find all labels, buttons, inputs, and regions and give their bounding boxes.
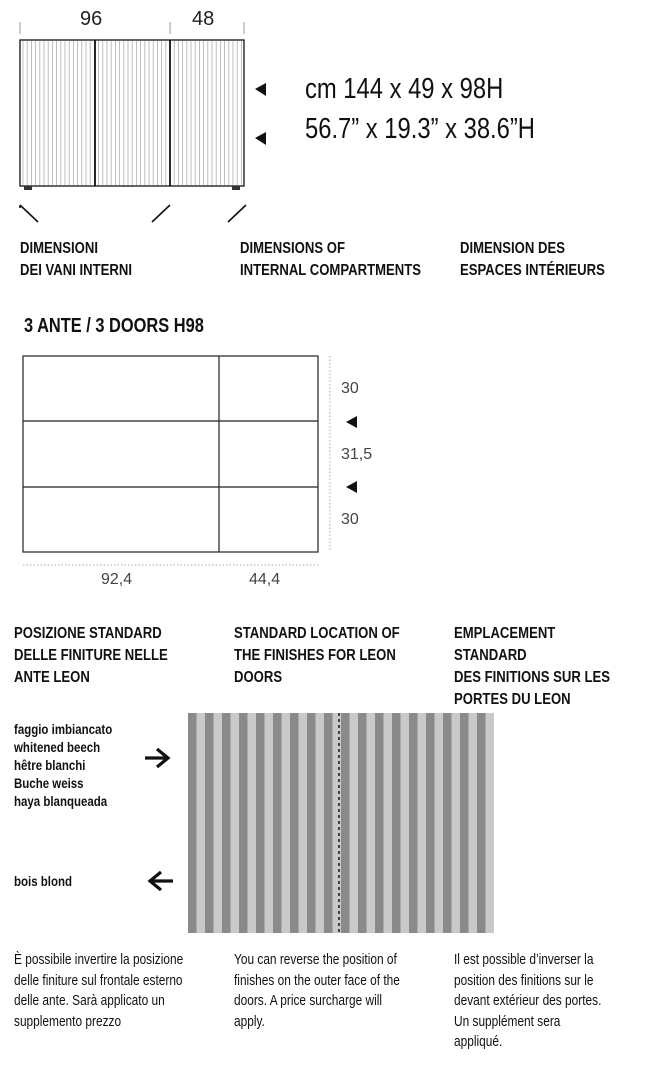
light-finish-labels xyxy=(14,720,112,810)
light-stripe xyxy=(350,713,359,933)
dark-stripe xyxy=(273,713,282,933)
section-title: 3 ANTE / 3 DOORS H98 xyxy=(24,315,204,337)
light-stripe xyxy=(248,713,257,933)
width-label-96: 96 xyxy=(80,8,103,30)
light-stripe xyxy=(282,713,291,933)
dimensions-cm: cm 144 x 49 x 98H xyxy=(305,73,504,105)
dimensions-inches: 56.7” x 19.3” x 38.6”H xyxy=(305,113,535,145)
dark-stripe xyxy=(256,713,265,933)
dark-stripe xyxy=(460,713,469,933)
light-stripe xyxy=(265,713,274,933)
light-stripe xyxy=(452,713,461,933)
light-stripe xyxy=(401,713,410,933)
finish-label: faggio imbiancato xyxy=(14,721,113,737)
compartments-header-en: DIMENSIONS OF INTERNAL COMPARTMENTS xyxy=(240,240,422,279)
dark-finish-label: bois blond xyxy=(14,873,73,889)
height-label-top: 30 xyxy=(341,380,359,397)
finish-label: Buche weiss xyxy=(14,775,84,791)
finish-label: whitened beech xyxy=(14,739,101,755)
dark-stripe xyxy=(205,713,214,933)
light-stripe xyxy=(214,713,223,933)
dark-stripe xyxy=(222,713,231,933)
dark-stripe xyxy=(477,713,486,933)
light-stripe xyxy=(486,713,495,933)
dark-stripe xyxy=(239,713,248,933)
finishes-header-en: STANDARD LOCATION OF THE FINISHES FOR LEON DOORS xyxy=(234,625,400,686)
light-stripe xyxy=(299,713,308,933)
arrow-left-icon xyxy=(255,132,266,145)
finishes-header-it: POSIZIONE STANDARD DELLE FINITURE NELLE ANTE LEON xyxy=(14,625,168,686)
light-stripe xyxy=(435,713,444,933)
dark-stripe xyxy=(392,713,401,933)
dark-stripe xyxy=(324,713,333,933)
compartments-header-it: DIMENSIONI DEI VANI INTERNI xyxy=(20,240,133,279)
finish-label: hêtre blanchi xyxy=(14,757,86,773)
dark-stripe xyxy=(307,713,316,933)
width-label-right: 44,4 xyxy=(249,571,281,588)
dark-stripe xyxy=(341,713,350,933)
light-stripe xyxy=(418,713,427,933)
dark-stripe xyxy=(409,713,418,933)
finishes-stripe-panel xyxy=(188,713,494,933)
finishes-header-fr: EMPLACEMENT STANDARD DES FINITIONS SUR LES PORTES DU LEON xyxy=(454,625,611,708)
light-stripe xyxy=(231,713,240,933)
arrow-left-icon xyxy=(145,869,175,893)
width-label-48: 48 xyxy=(192,8,215,30)
note-en: You can reverse the position of finishes on the outer face of the doors. A price surcharge will apply. xyxy=(234,952,400,1030)
arrow-left-icon xyxy=(255,83,266,96)
light-stripe xyxy=(197,713,206,933)
arrow-right-icon xyxy=(143,746,173,770)
dark-stripe xyxy=(358,713,367,933)
note-fr: Il est possible d’inverser la position des finitions sur le devant extérieur des portes. Un supplément sera appliqué. xyxy=(454,952,602,1050)
dark-stripe xyxy=(188,713,197,933)
height-label-middle: 31,5 xyxy=(341,446,373,463)
arrow-left-icon xyxy=(346,481,357,493)
width-label-left: 92,4 xyxy=(101,571,133,588)
light-stripe xyxy=(469,713,478,933)
dark-stripe xyxy=(290,713,299,933)
compartments-header-fr: DIMENSION DES ESPACES INTÉRIEURS xyxy=(460,240,605,279)
light-stripe xyxy=(367,713,376,933)
height-label-bottom: 30 xyxy=(341,511,359,528)
arrow-left-icon xyxy=(346,416,357,428)
light-stripe xyxy=(384,713,393,933)
dark-stripe xyxy=(426,713,435,933)
note-it: È possibile invertire la posizione delle finiture sul frontale esterno delle ante. Sarà applicato un supplemento prezzo xyxy=(14,952,184,1030)
dark-stripe xyxy=(375,713,384,933)
light-stripe xyxy=(316,713,325,933)
dark-stripe xyxy=(443,713,452,933)
finish-label: haya blanqueada xyxy=(14,793,108,809)
